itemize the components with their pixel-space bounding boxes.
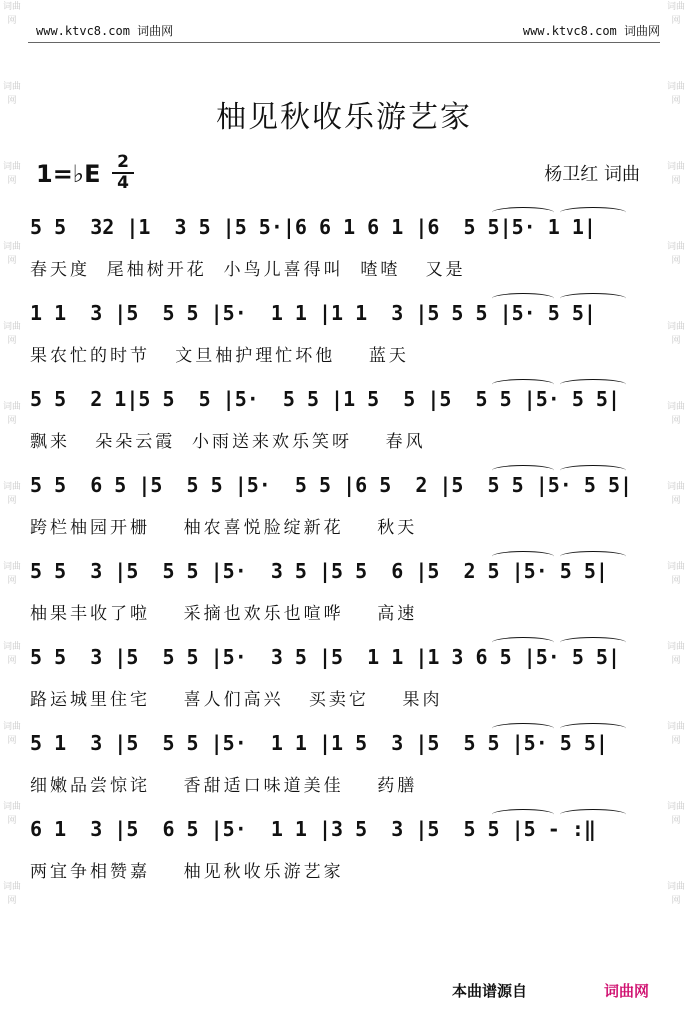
watermark-text: 词曲网 (666, 2, 685, 26)
watermark-text: 词曲网 (2, 82, 21, 106)
header-site-left[interactable]: www.ktvc8.com 词曲网 (36, 24, 174, 38)
header-divider (28, 42, 660, 43)
notation-line: 5 5 3 |5 5 5 |5· 3 5 |5 1 1 |1 3 6 5 |5· 5 5| (30, 645, 621, 669)
slur-mark (492, 723, 554, 734)
song-title: 柚见秋收乐游艺家 (216, 100, 472, 135)
slur-mark (560, 465, 626, 476)
watermark-text: 词曲网 (2, 482, 21, 506)
notation-line: 5 5 3 |5 5 5 |5· 3 5 |5 5 6 |5 2 5 |5· 5 5| (30, 559, 608, 583)
slur-mark (560, 551, 626, 562)
watermark-text: 词曲网 (666, 322, 685, 346)
watermark-text: 词曲网 (2, 642, 21, 666)
notation-line: 5 5 6 5 |5 5 5 |5· 5 5 |6 5 2 |5 5 5 |5· 5 5| (30, 473, 633, 497)
slur-mark (492, 551, 554, 562)
notation-line: 6 1 3 |5 6 5 |5· 1 1 |3 5 3 |5 5 5 |5 - :‖ (30, 817, 596, 841)
slur-mark (492, 809, 554, 820)
lyrics-line: 跨栏柚园开栅 柚农喜悦脸绽新花 秋天 (30, 518, 418, 538)
slur-mark (560, 809, 626, 820)
watermark-text: 词曲网 (666, 242, 685, 266)
lyrics-line: 果农忙的时节 文旦柚护理忙坏他 蓝天 (30, 346, 409, 366)
watermark-text: 词曲网 (2, 402, 21, 426)
notation-line: 5 5 2 1|5 5 5 |5· 5 5 |1 5 5 |5 5 5 |5· 5 5| (30, 387, 621, 411)
slur-mark (492, 293, 554, 304)
slur-mark (492, 379, 554, 390)
lyrics-line: 细嫩品尝惊诧 香甜适口味道美佳 药膳 (30, 776, 418, 796)
watermark-text: 词曲网 (666, 82, 685, 106)
time-signature: 2 4 (112, 154, 134, 192)
lyrics-line: 飘来 朵朵云霞 小雨送来欢乐笑呀 春风 (30, 432, 426, 452)
watermark-text: 词曲网 (666, 802, 685, 826)
notation-line: 5 5 32 |1 3 5 |5 5·|6 6 1 6 1 |6 5 5|5· 1 1| (30, 215, 596, 239)
watermark-text: 词曲网 (2, 562, 21, 586)
watermark-text: 词曲网 (666, 722, 685, 746)
right-watermark (666, 0, 686, 1026)
watermark-text: 词曲网 (2, 802, 21, 826)
watermark-text: 词曲网 (666, 402, 685, 426)
watermark-text: 词曲网 (2, 882, 21, 906)
lyrics-line: 路运城里住宅 喜人们高兴 买卖它 果肉 (30, 690, 443, 710)
watermark-text: 词曲网 (666, 162, 685, 186)
lyrics-line: 两宜争相赞嘉 柚见秋收乐游艺家 (30, 862, 344, 882)
watermark-text: 词曲网 (2, 722, 21, 746)
watermark-text: 词曲网 (2, 162, 21, 186)
lyrics-line: 春天度 尾柚树开花 小鸟儿喜得叫 喳喳 又是 (30, 260, 466, 280)
slur-mark (492, 465, 554, 476)
slur-mark (560, 207, 626, 218)
slur-mark (560, 379, 626, 390)
slur-mark (492, 207, 554, 218)
footer-source: 本曲谱源自 (452, 982, 528, 1000)
watermark-text: 词曲网 (666, 642, 685, 666)
header-site-right[interactable]: www.ktvc8.com 词曲网 (522, 24, 660, 38)
watermark-text: 词曲网 (666, 882, 685, 906)
watermark-text: 词曲网 (2, 2, 21, 26)
notation-line: 1 1 3 |5 5 5 |5· 1 1 |1 1 3 |5 5 5 |5· 5 5| (30, 301, 596, 325)
lyrics-line: 柚果丰收了啦 采摘也欢乐也喧哗 高速 (30, 604, 418, 624)
slur-mark (560, 723, 626, 734)
slur-mark (560, 637, 626, 648)
key-signature: 1=♭E (36, 160, 101, 188)
footer-brand[interactable]: 词曲网 (604, 982, 650, 1000)
notation-line: 5 1 3 |5 5 5 |5· 1 1 |1 5 3 |5 5 5 |5· 5 5| (30, 731, 608, 755)
author-credit: 杨卫红 词曲 (544, 164, 640, 185)
watermark-text: 词曲网 (2, 242, 21, 266)
watermark-text: 词曲网 (666, 482, 685, 506)
slur-mark (492, 637, 554, 648)
watermark-text: 词曲网 (2, 322, 21, 346)
left-watermark (2, 0, 22, 1026)
slur-mark (560, 293, 626, 304)
watermark-text: 词曲网 (666, 562, 685, 586)
